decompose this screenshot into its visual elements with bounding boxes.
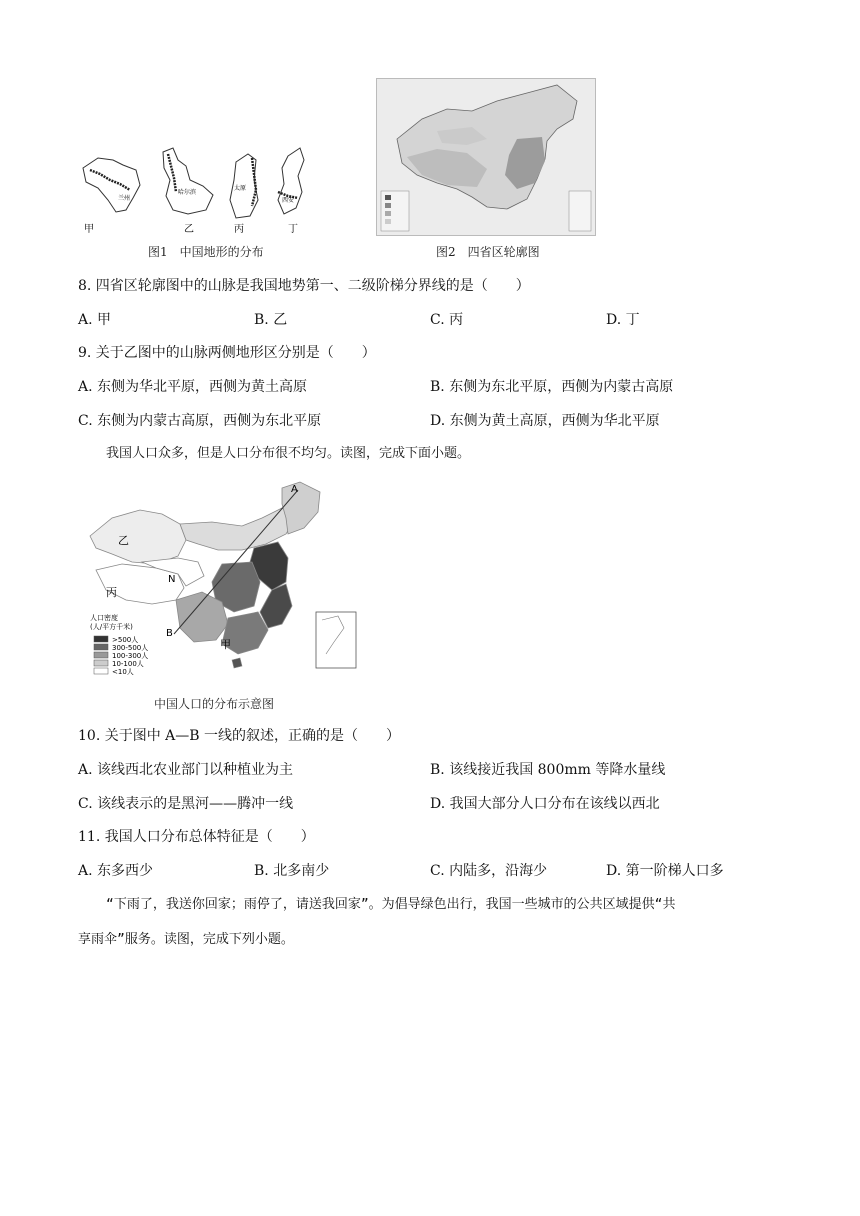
- map-label-bing: 丙: [106, 586, 117, 599]
- south-sea-inset: [569, 191, 591, 231]
- population-legend: [94, 635, 148, 676]
- region-hainan: [232, 658, 242, 668]
- population-intro-text: 我国人口众多，但是人口分布很不均匀。读图，完成下面小题。: [106, 446, 471, 461]
- label-jia: 甲: [84, 224, 94, 235]
- legend-title-1: 人口密度: [90, 614, 118, 622]
- figure-3-caption: 中国人口的分布示意图: [154, 697, 275, 711]
- legend-label: 10-100人: [112, 660, 144, 668]
- question-8-stem: 8. 四省区轮廓图中的山脉是我国地势第一、二级阶梯分界线的是（ ）: [78, 278, 530, 294]
- figure-3-population-map: [82, 478, 362, 688]
- map-label-jia: 甲: [220, 638, 231, 651]
- region-northeast: [282, 482, 320, 534]
- legend-swatch: [94, 668, 108, 674]
- question-11-option-a[interactable]: A. 东多西少: [78, 863, 154, 879]
- province-outlines-graphic: [78, 140, 318, 240]
- label-taiyuan: 太原: [234, 185, 247, 192]
- legend-label: >500人: [112, 636, 139, 644]
- figure-2-caption: 图2 四省区轮廓图: [436, 245, 540, 259]
- label-xian: 西安: [282, 197, 295, 204]
- legend-swatch: [94, 652, 108, 658]
- question-11-option-b[interactable]: B. 北多南少: [254, 863, 330, 879]
- question-10-option-c[interactable]: C. 该线表示的是黑河——腾冲一线: [78, 796, 294, 812]
- province-ding-outline: [278, 148, 304, 214]
- figure-1-province-outlines: [78, 140, 318, 240]
- region-xinjiang: [90, 510, 186, 564]
- map-label-n: N: [168, 574, 176, 585]
- question-9-stem: 9. 关于乙图中的山脉两侧地形区分别是（ ）: [78, 345, 376, 361]
- question-9-option-c[interactable]: C. 东侧为内蒙古高原，西侧为东北平原: [78, 413, 322, 429]
- question-11-option-c[interactable]: C. 内陆多，沿海少: [430, 863, 548, 879]
- population-map-graphic: [82, 478, 362, 688]
- province-yi-outline: [163, 148, 213, 214]
- umbrella-intro-line-2: 享雨伞”服务。读图，完成下列小题。: [78, 932, 294, 947]
- question-9-option-d[interactable]: D. 东侧为黄土高原，西侧为华北平原: [430, 413, 660, 429]
- question-8-option-a[interactable]: A. 甲: [78, 312, 112, 328]
- question-9-option-a[interactable]: A. 东侧为华北平原，西侧为黄土高原: [78, 379, 308, 395]
- question-11-stem: 11. 我国人口分布总体特征是（ ）: [78, 829, 315, 845]
- legend-title-2: (人/平方千米): [90, 623, 133, 631]
- question-9-option-b[interactable]: B. 东侧为东北平原，西侧为内蒙古高原: [430, 379, 674, 395]
- question-8-option-d[interactable]: D. 丁: [606, 312, 640, 328]
- legend-swatch: [94, 636, 108, 642]
- question-10-stem: 10. 关于图中 A—B 一线的叙述，正确的是（ ）: [78, 728, 401, 744]
- legend-swatch: [94, 660, 108, 666]
- umbrella-intro-line-1: “下雨了，我送你回家；雨停了，请送我回家”。为倡导绿色出行，我国一些城市的公共区域提供“共: [106, 897, 676, 912]
- legend-label: <10人: [112, 668, 134, 676]
- question-11-option-d[interactable]: D. 第一阶梯人口多: [606, 863, 724, 879]
- figure-1-caption: 图1 中国地形的分布: [148, 245, 264, 259]
- map-label-yi: 乙: [118, 534, 129, 547]
- map-label-b: B: [166, 628, 173, 639]
- question-10-option-b[interactable]: B. 该线接近我国 800mm 等降水量线: [430, 762, 666, 778]
- label-ding: 丁: [288, 224, 298, 235]
- question-8-option-b[interactable]: B. 乙: [254, 312, 288, 328]
- question-8-option-c[interactable]: C. 丙: [430, 312, 464, 328]
- region-east-coast: [260, 584, 292, 628]
- legend-label: 300-500人: [112, 644, 149, 652]
- map-label-a: A: [291, 484, 298, 495]
- label-bing: 丙: [234, 224, 244, 235]
- question-10-option-d[interactable]: D. 我国大部分人口分布在该线以西北: [430, 796, 660, 812]
- terrain-map-graphic: [377, 79, 595, 235]
- legend-swatch: [94, 644, 108, 650]
- figure-2-terrain-map: [376, 78, 596, 236]
- south-china-sea-inset: [316, 612, 356, 668]
- legend-label: 100-300人: [112, 652, 149, 660]
- question-10-option-a[interactable]: A. 该线西北农业部门以种植业为主: [78, 762, 294, 778]
- label-yi: 乙: [184, 224, 194, 235]
- province-jia-outline: [83, 158, 140, 212]
- label-lanzhou: 兰州: [118, 195, 131, 202]
- label-harbin: 哈尔滨: [178, 189, 197, 196]
